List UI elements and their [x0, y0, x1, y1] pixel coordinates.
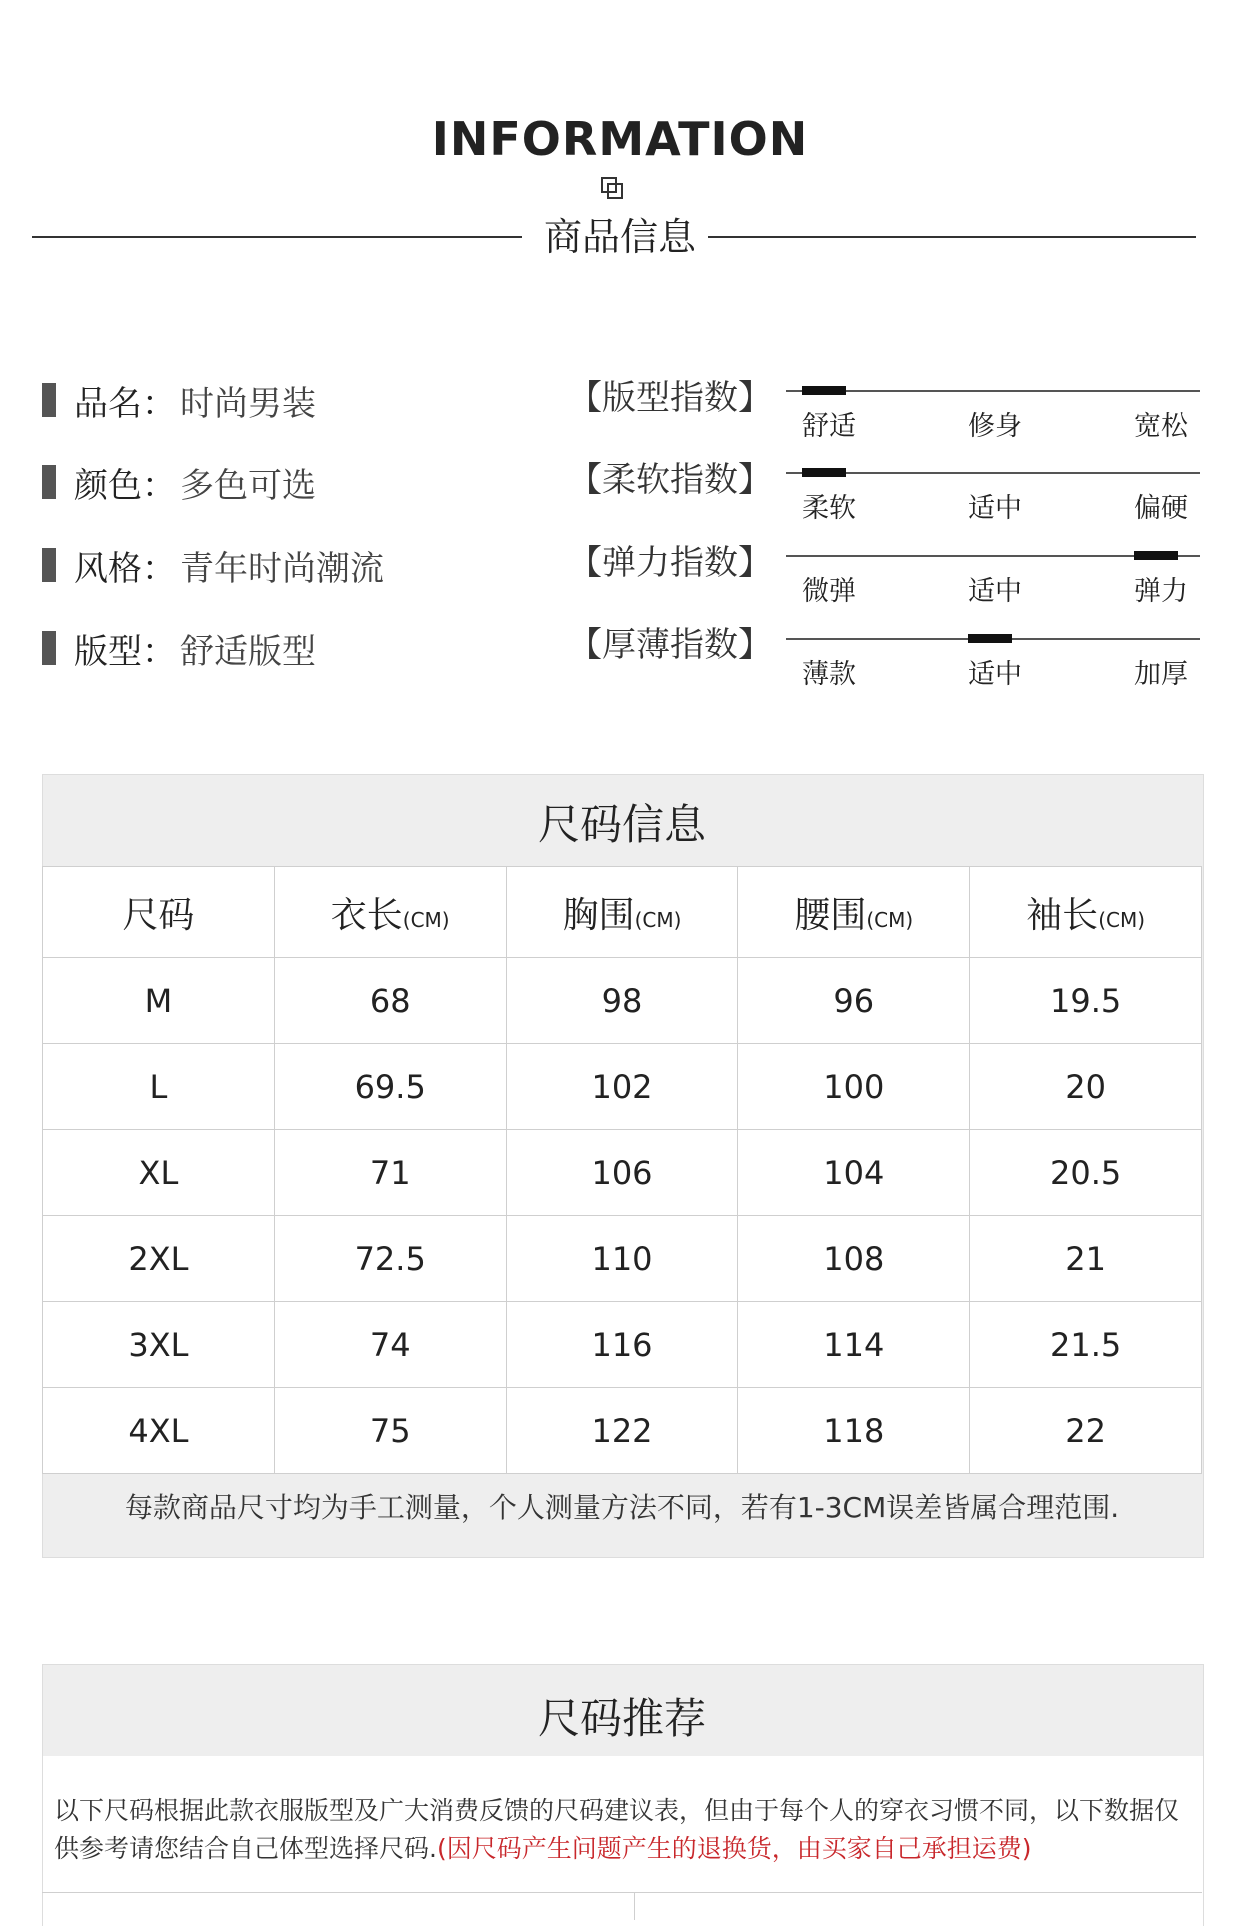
scale-line	[786, 472, 1200, 474]
index-scale-softness	[786, 468, 1200, 528]
column-header: 袖长(CM)	[970, 867, 1202, 958]
scale-option: 舒适	[802, 411, 856, 442]
scale-option: 加厚	[1134, 659, 1188, 690]
index-scale-thickness	[786, 634, 1200, 694]
table-cell: 22	[970, 1388, 1202, 1474]
table-cell: L	[43, 1044, 275, 1130]
info-value: 青年时尚潮流	[180, 548, 384, 589]
size-table	[42, 866, 1202, 1474]
table-cell: 110	[506, 1216, 738, 1302]
table-cell: 71	[274, 1130, 506, 1216]
scale-line	[786, 390, 1200, 392]
scale-option: 修身	[968, 411, 1022, 442]
scale-marker	[1134, 551, 1178, 560]
table-row	[43, 958, 1202, 1044]
table-cell: 118	[738, 1388, 970, 1474]
table-cell: 4XL	[43, 1388, 275, 1474]
measurement-note: 每款商品尺寸均为手工测量，个人测量方法不同，若有1-3CM误差皆属合理范围.	[124, 1491, 1120, 1524]
scale-marker	[968, 634, 1012, 643]
scale-option: 薄款	[802, 659, 856, 690]
recommend-body: 以下尺码根据此款衣服版型及广大消费反馈的尺码建议表，但由于每个人的穿衣习惯不同，以下数据仅供参考请您结合自己体型选择尺码.	[54, 1796, 1180, 1863]
section-subtitle: 商品信息	[543, 215, 696, 259]
table-cell: 116	[506, 1302, 738, 1388]
index-label-softness: 【柔软指数】	[568, 460, 772, 500]
table-cell: 2XL	[43, 1216, 275, 1302]
scale-marker	[802, 386, 846, 395]
table-cell: 72.5	[274, 1216, 506, 1302]
bullet-bar	[42, 465, 56, 499]
table-cell: 69.5	[274, 1044, 506, 1130]
info-row-fit	[42, 628, 316, 672]
scale-option: 适中	[968, 659, 1022, 690]
table-cell: 74	[274, 1302, 506, 1388]
table-cell: 122	[506, 1388, 738, 1474]
size-info-title: 尺码信息	[537, 800, 706, 849]
recommend-text	[54, 1792, 1194, 1868]
header-divider-right	[708, 236, 1196, 238]
info-label: 品名：	[74, 383, 176, 424]
table-row	[43, 1388, 1202, 1474]
column-header: 腰围(CM)	[738, 867, 970, 958]
table-cell: 98	[506, 958, 738, 1044]
size-recommend-title: 尺码推荐	[537, 1694, 706, 1743]
info-value: 时尚男装	[180, 383, 316, 424]
recommend-warning: (因尺码产生问题产生的退换货，由买家自己承担运费)	[436, 1834, 1032, 1863]
table-row	[43, 1216, 1202, 1302]
info-label: 颜色：	[74, 465, 176, 506]
scale-marker	[802, 468, 846, 477]
info-row-style	[42, 545, 384, 589]
info-row-color	[42, 462, 316, 506]
table-header-row	[43, 867, 1202, 958]
table-cell: 102	[506, 1044, 738, 1130]
info-heading: INFORMATION	[431, 112, 809, 166]
column-header: 衣长(CM)	[274, 867, 506, 958]
table-cell: 20.5	[970, 1130, 1202, 1216]
index-scale-elasticity	[786, 551, 1200, 611]
table-cell: 68	[274, 958, 506, 1044]
info-label: 风格：	[74, 548, 176, 589]
table-cell: 75	[274, 1388, 506, 1474]
table-cell: M	[43, 958, 275, 1044]
table-cell: 20	[970, 1044, 1202, 1130]
info-value: 舒适版型	[180, 631, 316, 672]
scale-option: 适中	[968, 493, 1022, 524]
index-label-elasticity: 【弹力指数】	[568, 543, 772, 583]
scale-option: 弹力	[1134, 576, 1188, 607]
table-row	[43, 1130, 1202, 1216]
info-value: 多色可选	[180, 465, 316, 506]
recommend-table-divider	[634, 1892, 635, 1920]
scale-option: 宽松	[1134, 411, 1188, 442]
info-label: 版型：	[74, 631, 176, 672]
table-cell: XL	[43, 1130, 275, 1216]
index-label-fit: 【版型指数】	[568, 378, 772, 418]
bullet-bar	[42, 383, 56, 417]
scale-option: 偏硬	[1134, 493, 1188, 524]
scale-option: 适中	[968, 576, 1022, 607]
table-cell: 21.5	[970, 1302, 1202, 1388]
scale-option: 柔软	[802, 493, 856, 524]
table-cell: 106	[506, 1130, 738, 1216]
table-row	[43, 1044, 1202, 1130]
table-cell: 100	[738, 1044, 970, 1130]
table-cell: 104	[738, 1130, 970, 1216]
table-cell: 114	[738, 1302, 970, 1388]
overlap-squares-icon	[600, 176, 624, 200]
recommend-table-top	[42, 1892, 1202, 1893]
info-row-name	[42, 380, 316, 424]
table-cell: 96	[738, 958, 970, 1044]
bullet-bar	[42, 631, 56, 665]
column-header: 尺码	[43, 867, 275, 958]
scale-option: 微弹	[802, 576, 856, 607]
index-label-thickness: 【厚薄指数】	[568, 625, 772, 665]
column-header: 胸围(CM)	[506, 867, 738, 958]
header-divider-left	[32, 236, 522, 238]
bullet-bar	[42, 548, 56, 582]
index-scale-fit	[786, 386, 1200, 446]
table-row	[43, 1302, 1202, 1388]
table-cell: 21	[970, 1216, 1202, 1302]
table-cell: 19.5	[970, 958, 1202, 1044]
table-cell: 3XL	[43, 1302, 275, 1388]
table-cell: 108	[738, 1216, 970, 1302]
